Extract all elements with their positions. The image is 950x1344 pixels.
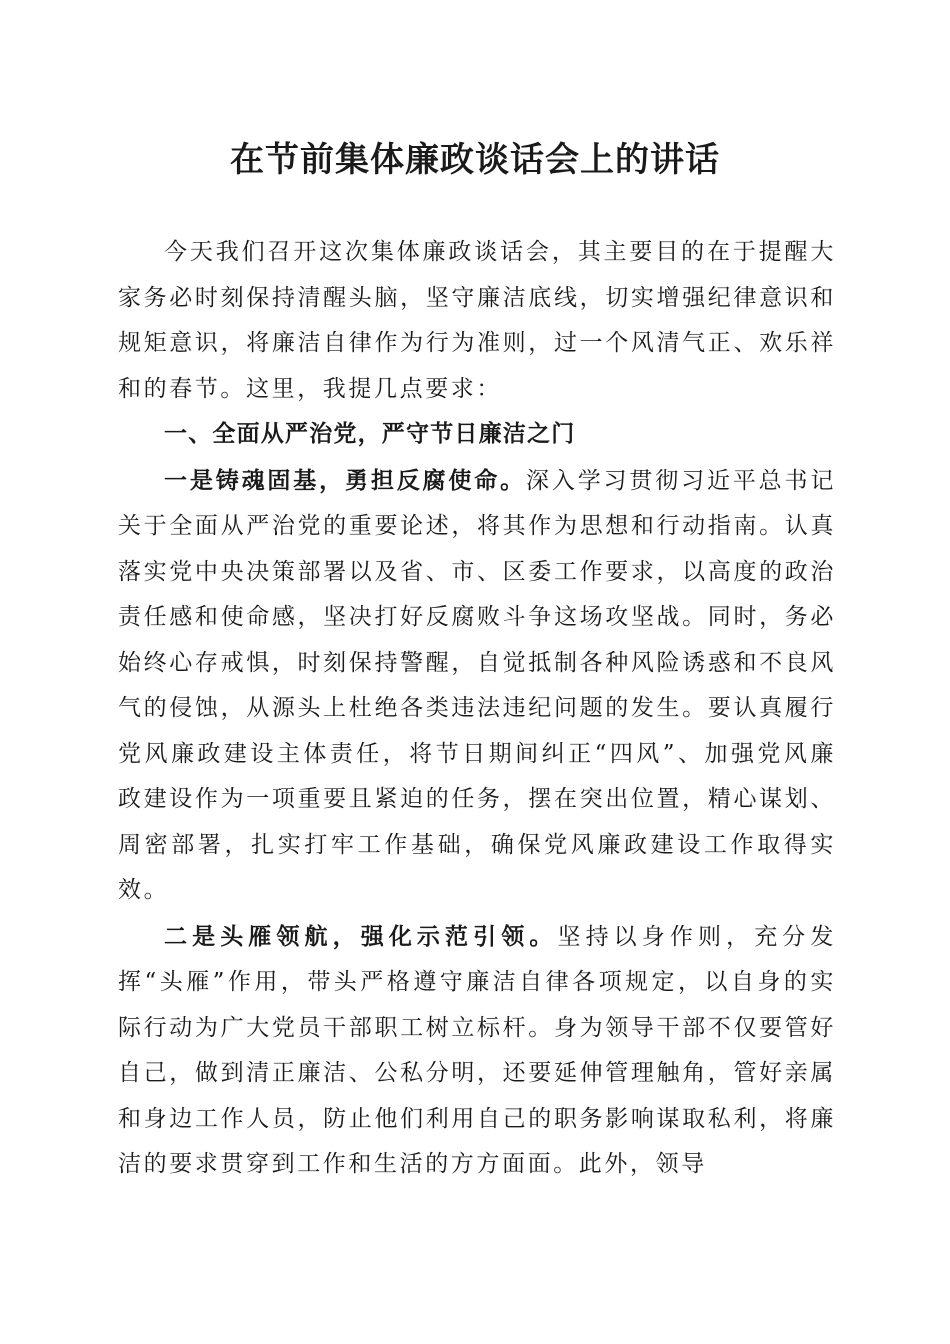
point-2-paragraph [118, 914, 836, 1188]
point-1-lead: 一是铸魂固基，勇担反腐使命。 [164, 466, 526, 494]
point-1-body: 深入学习贯彻习近平总书记关于全面从严治党的重要论述，将其作为思想和行动指南。认真落实党中央决策部署以及省、市、区委工作要求，以高度的政治责任感和使命感，坚决打好反腐败斗争这场攻坚战。同时，务必始终心存戒惧，时刻保持警醒，自觉抵制各种风险诱惑和不良风气的侵蚀，从源头上杜绝各类违法违纪问题的发生。要认真履行党风廉政建设主体责任，将节日期间纠正“四风”、加强党风廉政建设作为一项重要且紧迫的任务，摆在突出位置，精心谋划、周密部署，扎实打牢工作基础，确保党风廉政建设工作取得实效。 [118, 467, 836, 903]
point-1-paragraph [118, 458, 836, 914]
point-2-lead: 二是头雁领航，强化示范引领。 [164, 922, 558, 950]
point-2-body: 坚持以身作则，充分发挥“头雁”作用，带头严格遵守廉洁自律各项规定，以自身的实际行动为广大党员干部职工树立标杆。身为领导干部不仅要管好自己，做到清正廉洁、公私分明，还要延伸管理触角，管好亲属和身边工作人员，防止他们利用自己的职务影响谋取私利，将廉洁的要求贯穿到工作和生活的方方面面。此外，领导 [118, 923, 837, 1177]
section-heading-1: 一、全面从严治党，严守节日廉洁之门 [164, 421, 576, 447]
document-body [118, 230, 836, 1188]
document-title: 在节前集体廉政谈话会上的讲话 [230, 140, 720, 180]
intro-paragraph: 今天我们召开这次集体廉政谈话会，其主要目的在于提醒大家务必时刻保持清醒头脑，坚守廉洁底线，切实增强纪律意识和规矩意识，将廉洁自律作为行为准则，过一个风清气正、欢乐祥和的春节。这里，我提几点要求： [118, 239, 836, 402]
